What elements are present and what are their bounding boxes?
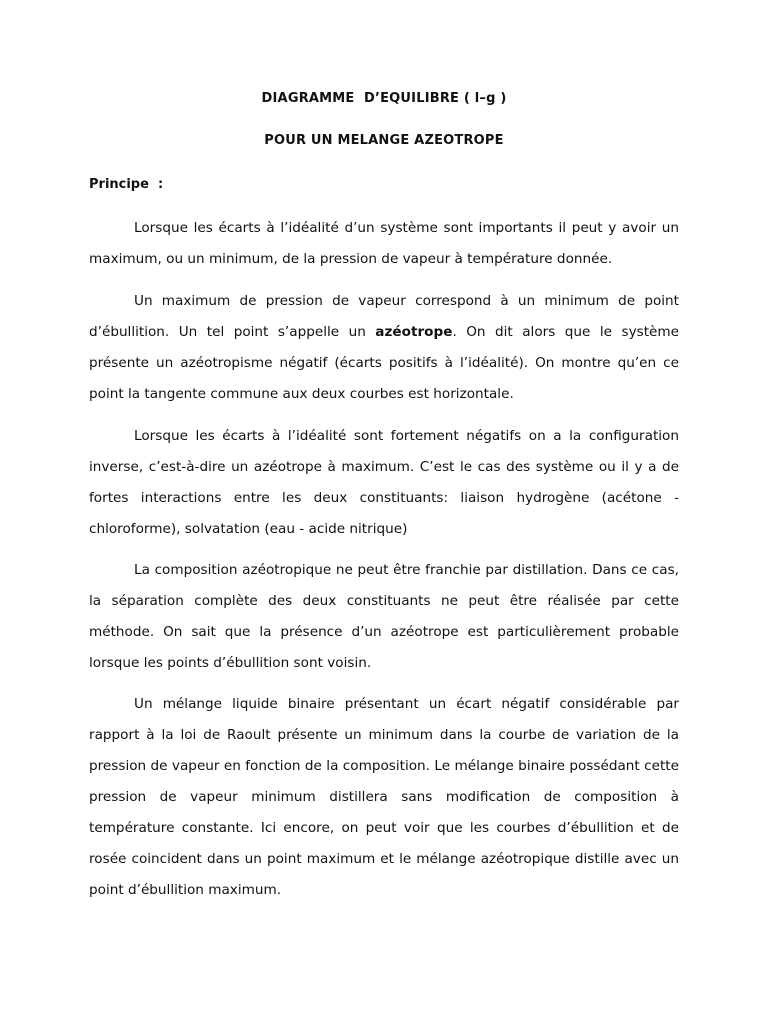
section-heading-principe: Principe : xyxy=(89,177,164,192)
paragraph-5: Un mélange liquide binaire présentant un écart négatif considérable par rapport à la loi de Raoult présente un minimum dans la courbe de variation de la pression de vapeur en fonction de la composition. Le mélange binaire possédant cette pression de vapeur minimum distillera sans modification de composition à température constante. Ici encore, on peut voir que les courbes d’ébullition et de rosée coincident dans un point maximum et le mélange azéotropique distille avec un point d’ébullition maximum. xyxy=(89,696,679,898)
term-azeotrope: azéotrope xyxy=(375,324,453,340)
paragraph-2-text-after: . On dit alors que le système présente un azéotropisme négatif (écarts positifs à l’idéalité). On montre qu’en ce point la tangente commune aux deux courbes est horizontale. xyxy=(89,324,679,402)
document-title-line-1: DIAGRAMME D’EQUILIBRE ( l–g ) xyxy=(261,91,507,106)
paragraph-2-text-before: Un maximum de pression de vapeur correspond à un minimum de point d’ébullition. Un tel point s’appelle un xyxy=(89,293,679,340)
paragraph-1: Lorsque les écarts à l’idéalité d’un système sont importants il peut y avoir un maximum, ou un minimum, de la pression de vapeur à température donnée. xyxy=(89,220,679,267)
paragraph-3: Lorsque les écarts à l’idéalité sont fortement négatifs on a la configuration inverse, c’est-à-dire un azéotrope à maximum. C’est le cas des système ou il y a de fortes interactions entre les deux constituants: liaison hydrogène (acétone - chloroforme), solvatation (eau - acide nitrique) xyxy=(89,428,679,537)
document-title-line-2: POUR UN MELANGE AZEOTROPE xyxy=(264,133,504,148)
paragraph-2 xyxy=(89,286,679,410)
paragraph-4: La composition azéotropique ne peut être franchie par distillation. Dans ce cas, la séparation complète des deux constituants ne peut être réalisée par cette méthode. On sait que la présence d’un azéotrope est particulièrement probable lorsque les points d’ébullition sont voisin. xyxy=(89,562,679,671)
